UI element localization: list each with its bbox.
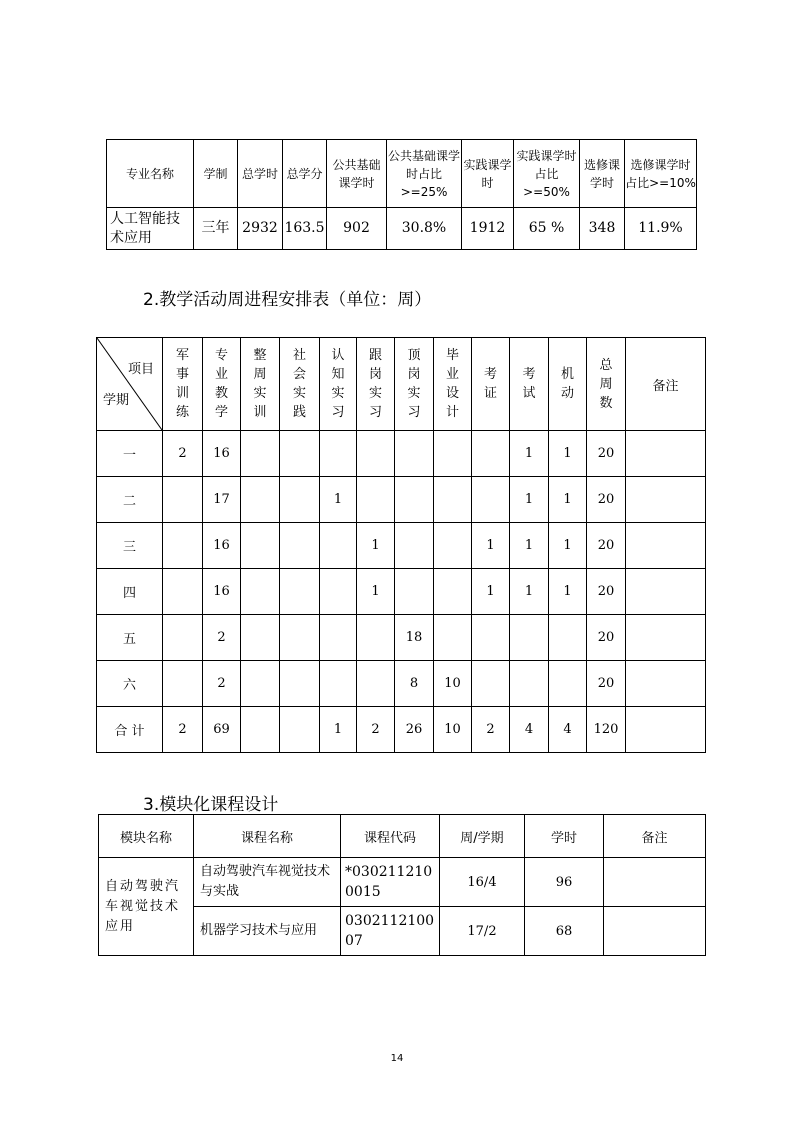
- table-cell: [472, 477, 510, 523]
- table-cell: [241, 661, 280, 707]
- table-row: [97, 477, 706, 523]
- term-cell: 合 计: [97, 707, 163, 753]
- diagonal-line: [97, 338, 162, 430]
- table-cell: 163.5: [283, 208, 327, 250]
- table-cell: [395, 569, 434, 615]
- note-cell: [604, 907, 706, 956]
- header-cell: 毕业设计: [434, 338, 472, 431]
- table-cell: [241, 523, 280, 569]
- table-cell: [320, 431, 357, 477]
- section-heading-modules: 3.模块化课程设计: [143, 795, 279, 815]
- program-summary-table: [106, 139, 697, 250]
- table-cell: 16: [203, 569, 241, 615]
- header-cell: 模块名称: [99, 815, 194, 858]
- table-cell: [357, 431, 395, 477]
- week-term-cell: 17/2: [440, 907, 525, 956]
- module-course-table: [98, 814, 706, 956]
- table-cell: 1: [357, 569, 395, 615]
- header-cell: 周/学期: [440, 815, 525, 858]
- table-cell: 1: [472, 569, 510, 615]
- header-cell: 整周实训: [241, 338, 280, 431]
- table-cell: 8: [395, 661, 434, 707]
- module-name-cell: 自动驾驶汽车视觉技术应用: [99, 858, 194, 956]
- table-cell: [320, 615, 357, 661]
- table-cell: [510, 661, 549, 707]
- table-row: [97, 615, 706, 661]
- table-cell: 2: [203, 615, 241, 661]
- header-cell: 总学分: [283, 140, 327, 208]
- table-cell: [280, 569, 320, 615]
- table-cell: [357, 477, 395, 523]
- header-cell: 备注: [604, 815, 706, 858]
- table-cell: 2932: [238, 208, 283, 250]
- table-row: [97, 661, 706, 707]
- table-cell: 20: [587, 615, 626, 661]
- table-row: [97, 569, 706, 615]
- course-code-cell: *0302112100015: [341, 858, 440, 907]
- section-heading-schedule: 2.教学活动周进程安排表（单位：周）: [143, 290, 432, 310]
- header-cell: 选修课学时占比>=10%: [625, 140, 697, 208]
- header-cell: 考证: [472, 338, 510, 431]
- table-cell: 1: [510, 477, 549, 523]
- table-cell: [241, 707, 280, 753]
- header-cell: 总学时: [238, 140, 283, 208]
- table-cell: 1: [472, 523, 510, 569]
- week-term-cell: 16/4: [440, 858, 525, 907]
- table-cell: [163, 569, 203, 615]
- table-cell: [280, 615, 320, 661]
- table-cell: 120: [587, 707, 626, 753]
- table-cell: [357, 615, 395, 661]
- term-cell: 五: [97, 615, 163, 661]
- table-cell: 16: [203, 431, 241, 477]
- table-cell: 10: [434, 661, 472, 707]
- table-cell: [241, 615, 280, 661]
- table-cell: 1: [510, 569, 549, 615]
- table-cell: [626, 707, 706, 753]
- corner-label-term: 学期: [103, 393, 130, 408]
- table-cell: [241, 477, 280, 523]
- table-row: [97, 707, 706, 753]
- table-cell: 1: [549, 523, 587, 569]
- table-cell: 902: [327, 208, 387, 250]
- course-code-cell: 030211210007: [341, 907, 440, 956]
- table-cell: [549, 661, 587, 707]
- term-cell: 六: [97, 661, 163, 707]
- table-cell: [320, 523, 357, 569]
- table-cell: [280, 661, 320, 707]
- table-cell: [395, 431, 434, 477]
- course-name-cell: 自动驾驶汽车视觉技术与实战: [194, 858, 341, 907]
- table-row: [97, 431, 706, 477]
- table-header-row: [107, 140, 697, 208]
- header-cell: 军事训练: [163, 338, 203, 431]
- term-cell: 三: [97, 523, 163, 569]
- table-cell: 20: [587, 431, 626, 477]
- table-cell: 17: [203, 477, 241, 523]
- table-cell: 1: [320, 477, 357, 523]
- hours-cell: 96: [525, 858, 604, 907]
- header-cell: 认知实习: [320, 338, 357, 431]
- table-cell: [626, 431, 706, 477]
- header-cell: 社会实践: [280, 338, 320, 431]
- header-cell: 专业教学: [203, 338, 241, 431]
- table-cell: [626, 661, 706, 707]
- table-cell: [163, 477, 203, 523]
- table-cell: 4: [510, 707, 549, 753]
- header-cell: 实践课学时: [462, 140, 514, 208]
- header-cell: 备注: [626, 338, 706, 431]
- table-cell: [626, 569, 706, 615]
- table-cell: [320, 661, 357, 707]
- table-cell: [163, 523, 203, 569]
- table-cell: 16: [203, 523, 241, 569]
- header-cell: 公共基础课学时占比>=25%: [387, 140, 462, 208]
- table-row: [107, 208, 697, 250]
- table-cell: [472, 615, 510, 661]
- table-cell: 1: [549, 477, 587, 523]
- table-cell: [241, 569, 280, 615]
- note-cell: [604, 858, 706, 907]
- table-cell: 348: [580, 208, 625, 250]
- header-cell: 机动: [549, 338, 587, 431]
- table-cell: 2: [163, 431, 203, 477]
- table-cell: 65 %: [514, 208, 580, 250]
- header-cell: 学制: [194, 140, 238, 208]
- header-cell: 实践课学时占比>=50%: [514, 140, 580, 208]
- table-cell: [163, 615, 203, 661]
- table-cell: 1: [357, 523, 395, 569]
- header-cell: 课程代码: [341, 815, 440, 858]
- table-cell: 20: [587, 569, 626, 615]
- table-cell: 4: [549, 707, 587, 753]
- table-cell: 1912: [462, 208, 514, 250]
- table-cell: 1: [510, 523, 549, 569]
- table-cell: 1: [549, 431, 587, 477]
- table-cell: [163, 661, 203, 707]
- header-cell: 专业名称: [107, 140, 194, 208]
- header-cell: 课程名称: [194, 815, 341, 858]
- table-cell: [626, 615, 706, 661]
- term-cell: 四: [97, 569, 163, 615]
- major-name-cell: 人工智能技术应用: [107, 208, 194, 250]
- table-cell: 2: [472, 707, 510, 753]
- table-cell: [472, 431, 510, 477]
- table-cell: [320, 569, 357, 615]
- table-cell: [280, 477, 320, 523]
- table-cell: [549, 615, 587, 661]
- table-cell: [510, 615, 549, 661]
- schedule-body: [97, 431, 706, 753]
- header-cell: 顶岗实习: [395, 338, 434, 431]
- table-cell: 2: [203, 661, 241, 707]
- header-cell: 跟岗实习: [357, 338, 395, 431]
- table-cell: [434, 615, 472, 661]
- table-cell: 30.8%: [387, 208, 462, 250]
- page-number: 14: [390, 1053, 404, 1064]
- table-cell: 20: [587, 661, 626, 707]
- weekly-schedule-table: [96, 337, 706, 753]
- table-header-row: [99, 815, 706, 858]
- course-name-cell: 机器学习技术与应用: [194, 907, 341, 956]
- corner-label-item: 项目: [127, 362, 154, 377]
- table-cell: [434, 569, 472, 615]
- header-cell: 选修课学时: [580, 140, 625, 208]
- table-cell: [626, 523, 706, 569]
- term-cell: 一: [97, 431, 163, 477]
- corner-header-cell: [97, 338, 163, 431]
- table-cell: 20: [587, 477, 626, 523]
- table-cell: 69: [203, 707, 241, 753]
- table-cell: 三年: [194, 208, 238, 250]
- table-cell: [472, 661, 510, 707]
- table-cell: 1: [510, 431, 549, 477]
- table-cell: [395, 477, 434, 523]
- table-cell: [280, 707, 320, 753]
- table-row: [97, 523, 706, 569]
- table-row: [99, 858, 706, 907]
- table-cell: 20: [587, 523, 626, 569]
- table-header-row: [97, 338, 706, 431]
- table-cell: 1: [320, 707, 357, 753]
- table-cell: [434, 477, 472, 523]
- table-cell: 2: [357, 707, 395, 753]
- table-cell: [626, 477, 706, 523]
- header-cell: 总周数: [587, 338, 626, 431]
- hours-cell: 68: [525, 907, 604, 956]
- table-cell: 2: [163, 707, 203, 753]
- table-cell: [434, 431, 472, 477]
- table-cell: [434, 523, 472, 569]
- table-cell: 10: [434, 707, 472, 753]
- table-cell: 1: [549, 569, 587, 615]
- table-cell: [357, 661, 395, 707]
- header-cell: 公共基础课学时: [327, 140, 387, 208]
- term-cell: 二: [97, 477, 163, 523]
- table-cell: [280, 431, 320, 477]
- table-cell: 26: [395, 707, 434, 753]
- header-cell: 学时: [525, 815, 604, 858]
- table-cell: [395, 523, 434, 569]
- table-cell: 18: [395, 615, 434, 661]
- table-cell: 11.9%: [625, 208, 697, 250]
- table-cell: [241, 431, 280, 477]
- header-cell: 考试: [510, 338, 549, 431]
- table-cell: [280, 523, 320, 569]
